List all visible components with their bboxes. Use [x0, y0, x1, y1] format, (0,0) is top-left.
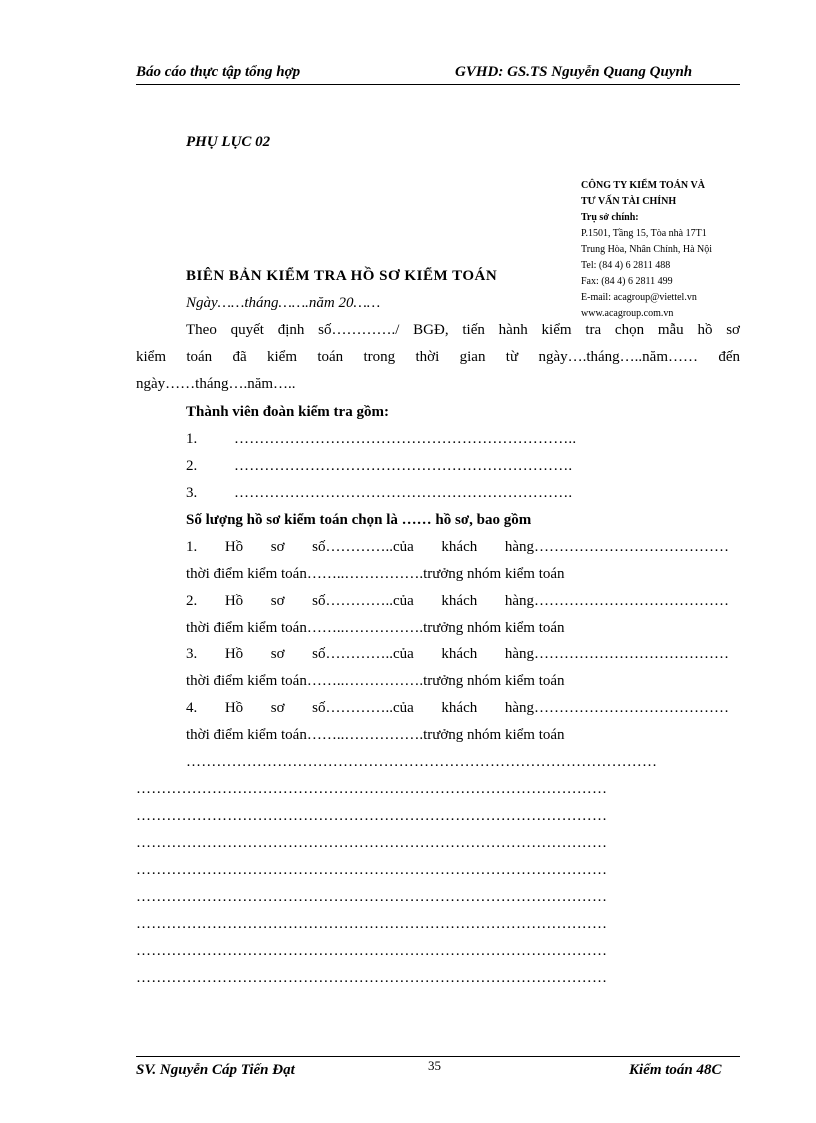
company-name-line2: TƯ VẤN TÀI CHÍNH: [581, 196, 677, 207]
file-2-line2: thời điểm kiểm toán……..…………….trưởng nhóm kiểm toán: [186, 620, 565, 636]
header-right: GVHD: GS.TS Nguyễn Quang Quynh: [455, 64, 693, 80]
para-line3: ngày……tháng….năm…..: [136, 376, 296, 392]
dot-line-1: …………………………………………………………………………………: [186, 754, 658, 770]
file-4-line1: 4. Hồ sơ số…………..của khách hàng…………………………………: [186, 700, 729, 716]
member-num-2: 2.: [186, 458, 198, 474]
member-num-3: 3.: [186, 485, 198, 501]
dot-line-2: …………………………………………………………………………………: [136, 781, 608, 797]
para-line2: kiểm toán đã kiểm toán trong thời gian từ ngày….tháng…..năm…… đến: [136, 349, 740, 365]
dot-line-9: …………………………………………………………………………………: [136, 970, 608, 986]
footer-rule: [136, 1056, 740, 1057]
para-line1: Theo quyết định số…………./ BGĐ, tiến hành kiểm tra chọn mẫu hồ sơ: [186, 322, 740, 338]
files-heading: Số lượng hồ sơ kiểm toán chọn là …… hồ sơ, bao gồm: [186, 512, 532, 528]
members-heading: Thành viên đoàn kiểm tra gồm:: [186, 404, 389, 420]
date-line: Ngày……tháng…….năm 20……: [186, 295, 381, 311]
file-1-line2: thời điểm kiểm toán……..…………….trưởng nhóm kiểm toán: [186, 566, 565, 582]
header-left: Báo cáo thực tập tổng hợp: [136, 64, 301, 80]
company-hq-label: Trụ sở chính:: [581, 212, 639, 223]
company-fax: Fax: (84 4) 6 2811 499: [581, 276, 673, 287]
member-num-1: 1.: [186, 431, 198, 447]
dot-line-6: …………………………………………………………………………………: [136, 889, 608, 905]
company-email: E-mail: acagroup@viettel.vn: [581, 292, 697, 303]
file-2-line1: 2. Hồ sơ số…………..của khách hàng…………………………………: [186, 593, 729, 609]
company-name-line1: CÔNG TY KIỂM TOÁN VÀ: [581, 180, 705, 191]
dot-line-4: …………………………………………………………………………………: [136, 835, 608, 851]
header-rule: [136, 84, 740, 85]
footer-left: SV. Nguyễn Cáp Tiến Đạt: [136, 1062, 295, 1078]
member-dots-3: ………………………………………………………….: [234, 485, 573, 501]
member-dots-1: …………………………………………………………..: [234, 431, 577, 447]
dot-line-3: …………………………………………………………………………………: [136, 808, 608, 824]
file-4-line2: thời điểm kiểm toán……..…………….trưởng nhóm kiểm toán: [186, 727, 565, 743]
company-tel: Tel: (84 4) 6 2811 488: [581, 260, 671, 271]
company-address-line1: P.1501, Tầng 15, Tòa nhà 17T1: [581, 228, 707, 239]
dot-line-7: …………………………………………………………………………………: [136, 916, 608, 932]
file-1-line1: 1. Hồ sơ số…………..của khách hàng…………………………………: [186, 539, 729, 555]
footer-right: Kiểm toán 48C: [629, 1062, 722, 1078]
company-web: www.acagroup.com.vn: [581, 308, 674, 319]
page-number: 35: [428, 1058, 441, 1073]
dot-line-5: …………………………………………………………………………………: [136, 862, 608, 878]
member-dots-2: ………………………………………………………….: [234, 458, 573, 474]
file-3-line2: thời điểm kiểm toán……..…………….trưởng nhóm kiểm toán: [186, 673, 565, 689]
file-3-line1: 3. Hồ sơ số…………..của khách hàng…………………………………: [186, 646, 729, 662]
company-info: [581, 178, 751, 322]
company-address-line2: Trung Hòa, Nhân Chính, Hà Nội: [581, 244, 713, 255]
doc-title: BIÊN BẢN KIỂM TRA HỒ SƠ KIỂM TOÁN: [186, 268, 498, 284]
dot-line-8: …………………………………………………………………………………: [136, 943, 608, 959]
appendix-title: PHỤ LỤC 02: [186, 134, 271, 150]
